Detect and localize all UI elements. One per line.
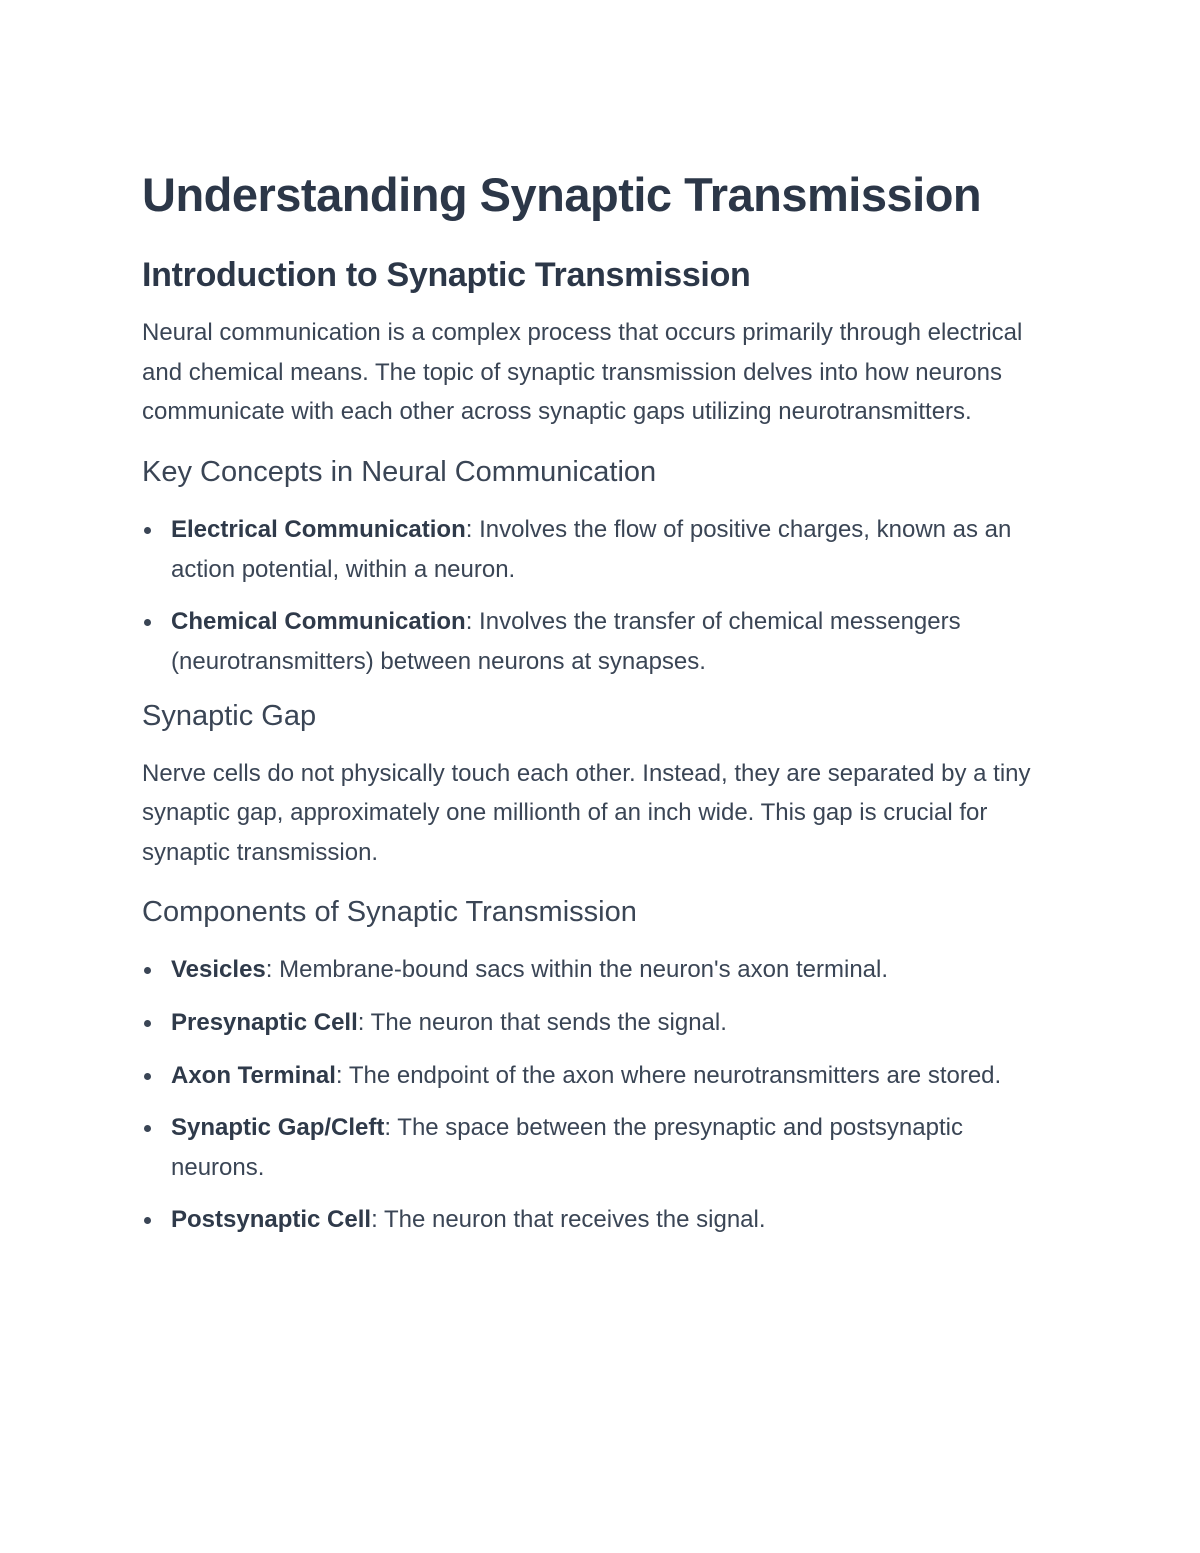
list-item-desc: : The endpoint of the axon where neurotransmitters are stored.: [335, 1062, 1002, 1089]
key-concepts-heading: Key Concepts in Neural Communication: [142, 455, 657, 488]
list-item-term: Electrical Communication: [171, 515, 466, 543]
list-item: [142, 1200, 1062, 1240]
list-item: [142, 1003, 1062, 1043]
list-item-term: Chemical Communication: [171, 607, 466, 635]
synaptic-gap-heading: Synaptic Gap: [142, 699, 317, 732]
document-title: Understanding Synaptic Transmission: [142, 168, 982, 221]
list-item-desc: : The space between the presynaptic and postsynaptic neurons.: [171, 1114, 963, 1181]
list-item-desc: : Involves the flow of positive charges, known as an action potential, within a neuron.: [171, 515, 1012, 583]
list-item: [142, 950, 1062, 990]
list-item-desc: : The neuron that receives the signal.: [371, 1206, 766, 1233]
list-item: [142, 1108, 1062, 1188]
list-item-term: Vesicles: [171, 956, 266, 983]
components-heading: Components of Synaptic Transmission: [142, 896, 637, 928]
document-page: [142, 160, 1062, 1240]
list-item: [142, 510, 1062, 590]
intro-heading: Introduction to Synaptic Transmission: [142, 256, 751, 294]
list-item-term: Synaptic Gap/Cleft: [171, 1114, 385, 1141]
list-item-term: Postsynaptic Cell: [171, 1206, 372, 1233]
list-item-desc: : Membrane-bound sacs within the neuron's axon terminal.: [265, 956, 889, 983]
synaptic-gap-paragraph: Nerve cells do not physically touch each other. Instead, they are separated by a tiny synaptic gap, approximately one millionth of an inch wide. This gap is crucial for synaptic transmission.: [142, 759, 1031, 866]
list-item: [142, 602, 1062, 682]
list-item-term: Presynaptic Cell: [171, 1009, 358, 1036]
list-item: [142, 1056, 1062, 1096]
key-concepts-list: [142, 510, 1062, 682]
list-item-term: Axon Terminal: [171, 1062, 336, 1089]
components-list: [142, 950, 1062, 1240]
list-item-desc: : Involves the transfer of chemical messengers (neurotransmitters) between neurons at synapses.: [171, 607, 961, 675]
list-item-desc: : The neuron that sends the signal.: [357, 1009, 727, 1036]
intro-paragraph: Neural communication is a complex process that occurs primarily through electrical and chemical means. The topic of synaptic transmission delves into how neurons communicate with each other across synaptic gaps utilizing neurotransmitters.: [142, 319, 1023, 425]
